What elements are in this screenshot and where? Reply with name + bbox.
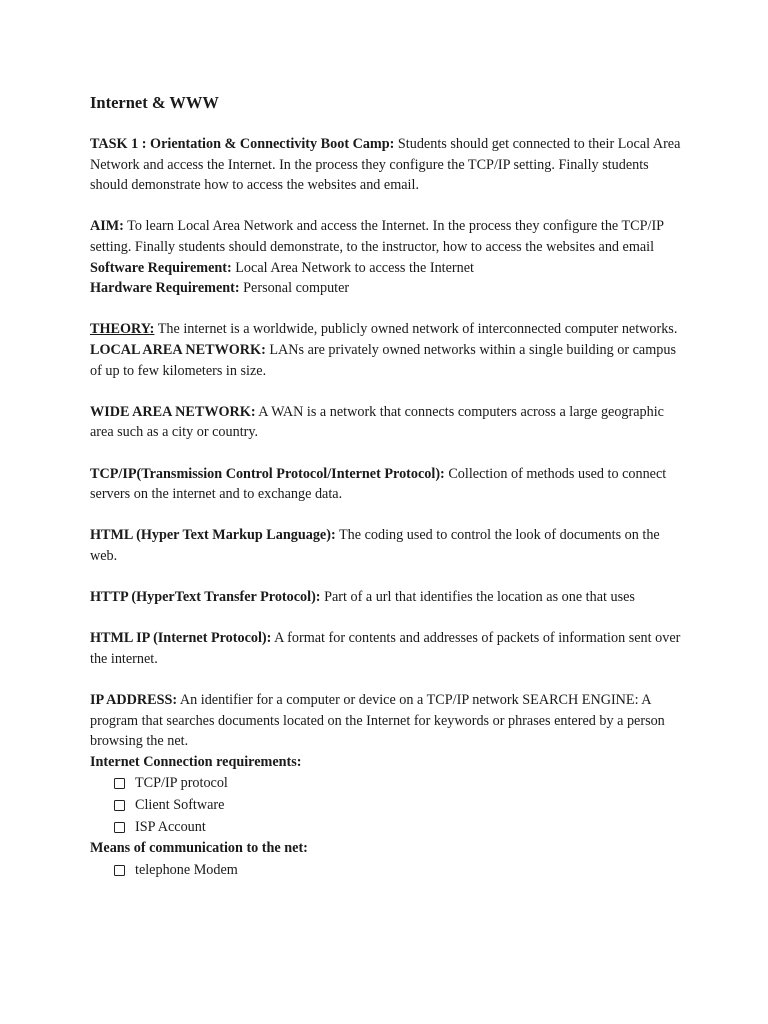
list-item-label: ISP Account — [135, 819, 206, 836]
page-title: Internet & WWW — [90, 93, 219, 112]
http-paragraph — [90, 587, 690, 608]
html-text: The coding used to control the look of documents on the web. — [90, 527, 660, 564]
means-heading: Means of communication to the net: — [90, 840, 308, 857]
http-label: HTTP (HyperText Transfer Protocol): — [90, 589, 321, 606]
hardware-label: Hardware Requirement: — [90, 280, 240, 297]
lan-paragraph — [90, 340, 690, 381]
document-page — [90, 92, 690, 881]
ipaddress-paragraph — [90, 690, 690, 752]
task-label: TASK 1 : Orientation & Connectivity Boot Camp: — [90, 136, 395, 152]
htmlip-paragraph — [90, 628, 690, 669]
html-paragraph — [90, 525, 690, 566]
list-item-label: Client Software — [135, 797, 225, 814]
tcpip-text: Collection of methods used to connect servers on the internet and to exchange data. — [90, 465, 667, 503]
software-text: Local Area Network to access the Internet — [231, 259, 474, 276]
wan-text: A WAN is a network that connects computers across a large geographic area such as a city or country. — [90, 403, 664, 441]
theory-paragraph — [90, 319, 690, 340]
aim-label: AIM: — [90, 218, 124, 235]
task-text: Students should get connected to their Local Area Network and access the Internet. In the process they configure the TCP/IP setting. Finally students should demonstrate how to access the websites and email. — [90, 136, 681, 194]
list-item — [114, 794, 690, 816]
list-item — [114, 772, 690, 794]
html-label: HTML (Hyper Text Markup Language): — [90, 527, 336, 544]
ipaddress-text: An identifier for a computer or device on a TCP/IP network SEARCH ENGINE: A program that searches documents located on the Internet for keywords or phrases entered by a person browsing the net. — [90, 692, 665, 750]
htmlip-text: A format for contents and addresses of packets of information sent over the internet. — [90, 630, 681, 667]
connection-heading: Internet Connection requirements: — [90, 753, 302, 770]
theory-text: The internet is a worldwide, publicly owned network of interconnected computer networks. — [154, 321, 678, 338]
task-paragraph — [90, 134, 690, 196]
list-item-label: telephone Modem — [135, 861, 238, 878]
lan-text: LANs are privately owned networks within a single building or campus of up to few kilometers in size. — [90, 341, 676, 379]
aim-text: To learn Local Area Network and access the Internet. In the process they configure the TCP/IP setting. Finally students should demonstrate, to the instructor, how to access the websites and email — [90, 218, 664, 255]
lan-label: LOCAL AREA NETWORK: — [90, 341, 266, 358]
software-label: Software Requirement: — [90, 259, 232, 276]
software-requirement — [90, 258, 690, 279]
wan-paragraph — [90, 402, 690, 443]
ipaddress-label: IP ADDRESS: — [90, 692, 178, 709]
hardware-requirement — [90, 278, 690, 299]
theory-label: THEORY: — [90, 321, 155, 338]
checkbox-icon[interactable] — [114, 800, 125, 811]
aim-paragraph — [90, 216, 690, 257]
list-item — [114, 816, 690, 838]
list-item-label: TCP/IP protocol — [135, 775, 228, 792]
checkbox-icon[interactable] — [114, 822, 125, 833]
tcpip-label: TCP/IP(Transmission Control Protocol/Internet Protocol): — [90, 465, 445, 482]
htmlip-label: HTML IP (Internet Protocol): — [90, 630, 272, 647]
tcpip-paragraph — [90, 464, 690, 505]
connection-checklist — [90, 772, 690, 838]
wan-label: WIDE AREA NETWORK: — [90, 403, 256, 420]
http-text: Part of a url that identifies the location as one that uses — [320, 589, 635, 606]
means-checklist — [90, 859, 690, 881]
checkbox-icon[interactable] — [114, 778, 125, 789]
hardware-text: Personal computer — [239, 280, 350, 297]
checkbox-icon[interactable] — [114, 865, 125, 876]
list-item — [114, 859, 690, 881]
